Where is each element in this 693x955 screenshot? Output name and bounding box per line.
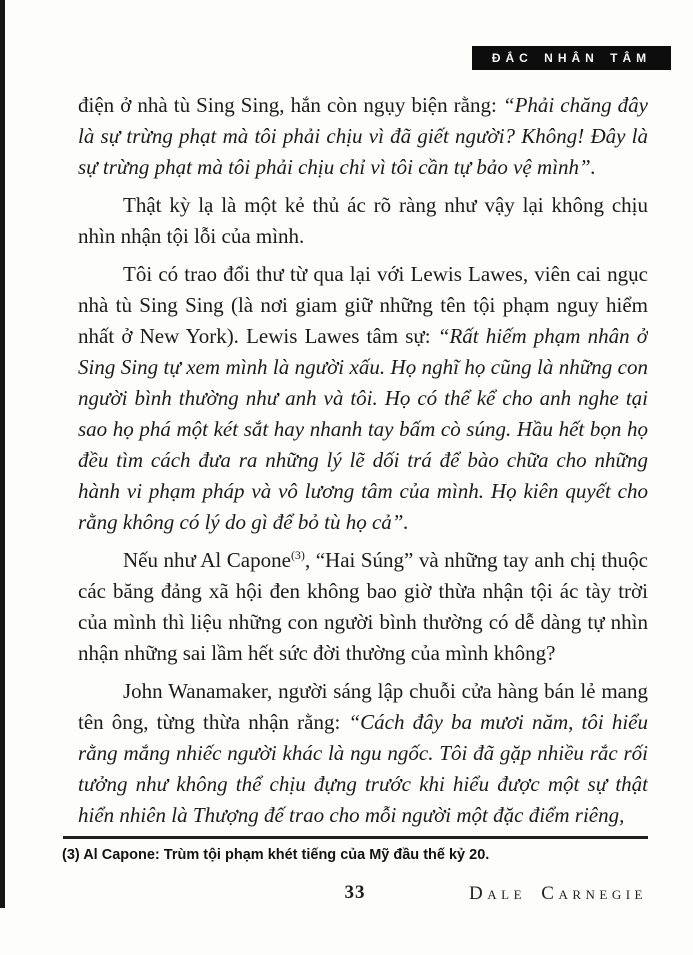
paragraph: [78, 190, 648, 252]
paragraph: [78, 676, 648, 831]
quote-text: “Cách đây ba mươi năm, tôi hiểu rằng mắng nhiếc người khác là ngu ngốc. Tôi đã gặp nhiều rắc rối tưởng như không thể chịu đựng trước khi hiểu được một sự thật hiển nhiên là Thượng đế trao cho mỗi người một đặc điểm riêng,: [78, 710, 648, 827]
paragraph: [78, 545, 648, 669]
paragraph-text: Nếu như Al Capone: [123, 548, 291, 572]
book-title: ĐẮC NHÂN TÂM: [491, 51, 652, 65]
footnote: [62, 845, 648, 865]
paragraph-text: Tôi có trao đổi thư từ qua lại với Lewis Lawes, viên cai ngục nhà tù Sing Sing (là nơi giam giữ những tên tội phạm nguy hiểm nhất ở New York). Lewis Lawes tâm sự:: [78, 262, 648, 348]
paragraph: [78, 259, 648, 538]
footnote-separator: [63, 836, 648, 839]
paragraph-text: John Wanamaker, người sáng lập chuỗi cửa hàng bán lẻ mang tên ông, từng thừa nhận rằng:: [78, 679, 648, 734]
footnote-text: (3) Al Capone: Trùm tội phạm khét tiếng của Mỹ đầu thế kỷ 20.: [62, 847, 490, 863]
running-head-bar: [472, 46, 671, 70]
scan-edge-strip: [0, 0, 5, 908]
paragraph-text: Thật kỳ lạ là một kẻ thủ ác rõ ràng như vậy lại không chịu nhìn nhận tội lỗi của mình.: [78, 193, 648, 248]
quote-text: “Rất hiếm phạm nhân ở Sing Sing tự xem mình là người xấu. Họ nghĩ họ cũng là những con người bình thường như anh và tôi. Họ có thể kể cho anh nghe tại sao họ phá một két sắt hay nhanh tay bấm cò súng. Hầu hết bọn họ đều tìm cách đưa ra những lý lẽ dối trá để bào chữa cho những hành vi phạm pháp và vô lương tâm của mình. Họ kiên quyết cho rằng không có lý do gì để bỏ tù họ cả”.: [78, 324, 648, 534]
paragraph-text: , “Hai Súng” và những tay anh chị thuộc các băng đảng xã hội đen không bao giờ thừa nhận tội ác tày trời của mình thì liệu những con người bình thường có dễ dàng tự nhìn nhận những sai lầm hết sức đời thường của mình không?: [78, 548, 648, 665]
page-body: [78, 90, 648, 832]
quote-text: “Phải chăng đây là sự trừng phạt mà tôi phải chịu vì đã giết người? Không! Đây là sự trừng phạt mà tôi phải chịu chỉ vì tôi cần tự bảo vệ mình”.: [78, 93, 648, 179]
page-number: 33: [344, 882, 366, 903]
author-name: Dale Carnegie: [469, 883, 647, 904]
footnote-reference: (3): [290, 548, 305, 562]
paragraph: [78, 90, 648, 183]
paragraph-text: điện ở nhà tù Sing Sing, hắn còn ngụy biện rằng:: [78, 93, 503, 117]
